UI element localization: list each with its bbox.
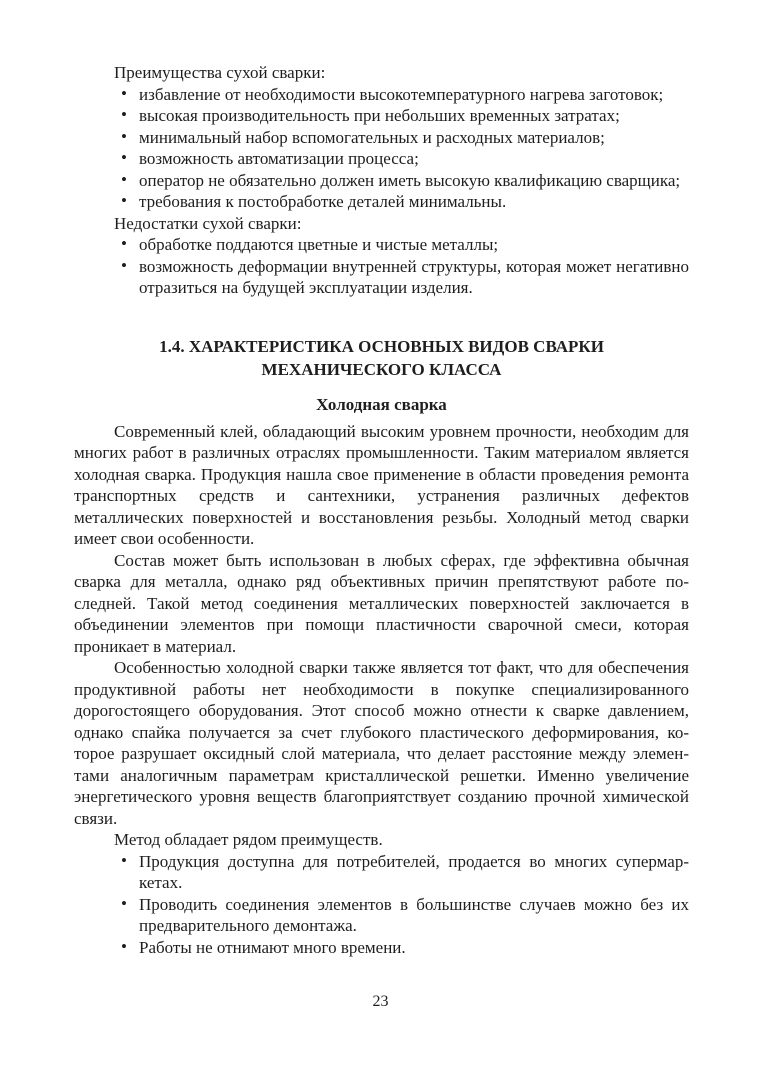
list-item-text: оператор не обязательно должен иметь высокую квалификацию сварщика; — [139, 170, 681, 190]
subsection-heading: Холодная сварка — [316, 394, 447, 414]
list-item — [74, 127, 689, 149]
dry-disadvantages-lead: Недостатки сухой сварки: — [114, 213, 302, 233]
list-item — [74, 170, 689, 192]
list-item — [74, 148, 689, 170]
list-item-text: высокая производительность при небольших временных затратах; — [139, 106, 620, 125]
bullet-icon: • — [121, 169, 127, 189]
bullet-icon: • — [121, 105, 127, 124]
list-item-text: возможность автоматизации процесса; — [139, 149, 419, 168]
cold-advantages-list — [74, 851, 689, 959]
section-heading: 1.4. ХАРАКТЕРИСТИКА ОСНОВНЫХ ВИДОВ СВАРКИ МЕХАНИЧЕСКОГО КЛАССА — [159, 336, 604, 379]
list-item-text: Работы не отнимают много времени. — [139, 937, 406, 957]
list-item — [74, 894, 689, 937]
list-item-text: требования к постобработке деталей минимальны. — [139, 192, 507, 211]
list-item — [74, 256, 689, 299]
bullet-icon: • — [121, 850, 127, 870]
dry-advantages-lead: Преимущества сухой сварки: — [114, 63, 326, 82]
bullet-icon: • — [121, 191, 127, 210]
bullet-icon: • — [121, 83, 127, 103]
bullet-icon: • — [121, 126, 127, 146]
cold-advantages-lead: Метод обладает рядом преимуществ. — [114, 830, 383, 849]
list-item-text: минимальный набор вспомогательных и расходных материалов; — [139, 127, 605, 147]
bullet-icon: • — [121, 936, 127, 956]
list-item — [74, 191, 689, 213]
list-item — [74, 84, 689, 106]
paragraph-cold-welding-features: Особенностью холодной сварки также является тот факт, что для обеспечения продуктивной работы нет необходимости в покупке специализированного дорогостоящего оборудования. Этот способ можно отнести к сварке давлением, однако спайка получается за счет глубокого пластического деформирования, которое разрушает оксидный слой материала, что делает расстояние между элементами аналогичным параметрам кристаллической решетки. Именно увеличение энергетического уровня веществ благоприятствует созданию прочной химической связи. — [74, 658, 689, 828]
list-item — [74, 937, 689, 959]
bullet-icon: • — [121, 893, 127, 913]
dry-advantages-list — [74, 84, 689, 213]
dry-disadvantages-list — [74, 234, 689, 299]
bullet-icon: • — [121, 148, 127, 167]
list-item — [74, 234, 689, 256]
bullet-icon: • — [121, 255, 127, 275]
paragraph-cold-welding-usage: Состав может быть использован в любых сферах, где эффективна обычная сварка для металла, однако ряд объективных причин препятствуют работе последней. Такой метод соединения металлических поверхностей заключается в объединении элементов при помощи пластичности сварочной смеси, которая проникает в материал. — [74, 550, 689, 656]
page-number: 23 — [372, 992, 389, 1010]
list-item-text: возможность деформации внутренней структуры, которая может негативно отразиться на будущей эксплуатации изделия. — [139, 256, 689, 297]
paragraph-cold-welding-intro: Современный клей, обладающий высоким уровнем прочности, необходим для многих работ в различных отраслях промышленности. Таким материалом является холодная сварка. Продукция нашла свое применение в области проведения ремонта транспортных средств и сантехники, устранения различных дефектов металлических поверхностей и восстановления резьбы. Холодный метод сварки имеет свои особенности. — [74, 421, 689, 548]
bullet-icon: • — [121, 234, 127, 253]
list-item-text: обработке поддаются цветные и чистые металлы; — [139, 235, 499, 254]
list-item-text: Проводить соединения элементов в большинстве случаев можно без их предварительного демонтажа. — [139, 894, 689, 935]
list-item — [74, 105, 689, 127]
list-item-text: избавление от необходимости высокотемпературного нагрева заготовок; — [139, 84, 664, 104]
list-item — [74, 851, 689, 894]
list-item-text: Продукция доступна для потребителей, продается во многих супермаркетах. — [139, 851, 689, 892]
